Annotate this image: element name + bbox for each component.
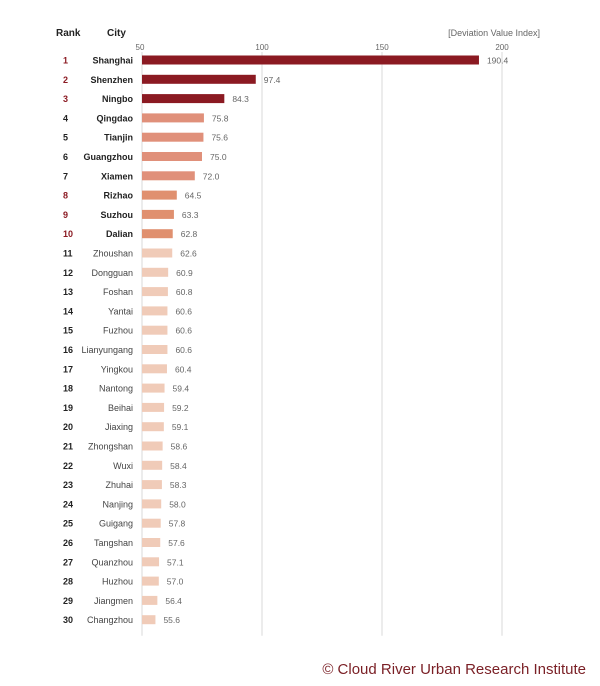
rank-label: 17 — [63, 364, 74, 375]
bar — [142, 75, 256, 84]
city-label: Zhongshan — [87, 441, 133, 452]
bar — [142, 287, 168, 296]
value-label: 84.3 — [232, 94, 249, 105]
value-label: 60.9 — [176, 267, 193, 278]
bar — [142, 152, 202, 161]
bar — [142, 615, 155, 624]
bar — [142, 596, 157, 605]
city-label: Yantai — [108, 306, 133, 317]
bar — [142, 133, 203, 142]
city-label: Jiaxing — [104, 422, 133, 433]
city-label: Suzhou — [100, 209, 133, 220]
value-label: 75.0 — [210, 152, 227, 162]
bar — [142, 442, 163, 451]
city-label: Shenzhen — [90, 74, 133, 85]
bar — [142, 210, 174, 219]
bar — [142, 56, 479, 65]
rank-label: 27 — [63, 557, 74, 568]
rank-label: 22 — [63, 460, 74, 471]
value-label: 75.8 — [211, 113, 229, 124]
rank-label: 12 — [63, 267, 74, 278]
value-label: 60.8 — [175, 287, 193, 298]
bar — [142, 191, 177, 200]
rank-label: 1 — [63, 55, 69, 66]
city-label: Zhoushan — [92, 248, 133, 259]
city-label: Dongguan — [91, 267, 133, 278]
rank-label: 24 — [63, 499, 74, 510]
value-label: 190.4 — [486, 55, 509, 66]
value-label: 58.6 — [170, 441, 188, 452]
city-label: Jiangmen — [93, 595, 133, 606]
value-label: 60.6 — [175, 345, 192, 355]
value-label: 57.6 — [168, 538, 185, 548]
bar — [142, 268, 168, 277]
city-label: Beihai — [107, 402, 133, 413]
bar — [142, 364, 167, 373]
rank-label: 7 — [63, 171, 69, 182]
rank-label: 14 — [63, 306, 74, 317]
city-label: Guigang — [98, 518, 133, 529]
x-tick-label: 200 — [495, 43, 509, 52]
value-label: 62.8 — [180, 229, 198, 240]
city-label: Quanzhou — [91, 557, 133, 568]
bar — [142, 577, 159, 586]
city-label: Nantong — [98, 383, 133, 394]
rank-label: 5 — [63, 132, 69, 143]
bar — [142, 345, 167, 354]
bar — [142, 113, 204, 122]
rank-label: 26 — [63, 538, 74, 548]
city-label: Xiamen — [100, 171, 133, 182]
rank-label: 10 — [63, 229, 74, 240]
bar — [142, 499, 161, 508]
bar — [142, 326, 167, 335]
rank-label: 15 — [63, 325, 74, 336]
value-label: 56.4 — [165, 595, 182, 606]
rank-label: 25 — [63, 518, 74, 529]
value-label: 72.0 — [202, 171, 220, 182]
rank-label: 6 — [63, 152, 69, 162]
value-label: 63.3 — [181, 209, 199, 220]
unit-label: [Deviation Value Index] — [448, 28, 540, 38]
rank-label: 16 — [63, 345, 74, 355]
x-tick-label: 150 — [375, 43, 389, 52]
bar — [142, 384, 165, 393]
value-label: 59.2 — [172, 402, 189, 413]
x-tick-label: 100 — [255, 43, 269, 52]
value-label: 57.0 — [166, 576, 184, 587]
rank-label: 21 — [63, 441, 74, 452]
bar — [142, 171, 195, 180]
city-label: Qingdao — [96, 113, 133, 124]
city-label: Huzhou — [101, 576, 133, 587]
value-label: 57.8 — [168, 518, 186, 529]
value-label: 60.4 — [174, 364, 192, 375]
bar — [142, 461, 162, 470]
city-label: Foshan — [102, 287, 133, 298]
bar — [142, 557, 159, 566]
x-tick-label: 50 — [135, 43, 145, 52]
value-label: 64.5 — [184, 190, 202, 201]
rank-column-header: Rank — [56, 28, 81, 39]
bar — [142, 403, 164, 412]
rank-label: 18 — [63, 383, 74, 394]
city-label: Ningbo — [102, 94, 133, 105]
rank-label: 4 — [63, 113, 69, 124]
value-label: 58.0 — [169, 499, 186, 510]
rank-label: 20 — [63, 422, 74, 433]
copyright-notice: © Cloud River Urban Research Institute — [322, 661, 586, 678]
bar — [142, 422, 164, 431]
bar — [142, 306, 167, 315]
city-label: Yingkou — [100, 364, 133, 375]
value-label: 97.4 — [263, 74, 281, 85]
rank-label: 30 — [63, 615, 74, 626]
city-label: Zhuhai — [105, 480, 133, 491]
rank-label: 8 — [63, 190, 69, 201]
city-label: Changzhou — [86, 615, 133, 626]
rank-label: 23 — [63, 480, 74, 491]
rank-label: 9 — [63, 209, 69, 220]
city-label: Rizhao — [103, 190, 133, 201]
value-label: 57.1 — [167, 557, 184, 568]
city-label: Guangzhou — [83, 152, 133, 162]
city-label: Lianyungang — [81, 345, 133, 355]
bar — [142, 94, 224, 103]
bar — [142, 538, 160, 547]
value-label: 58.4 — [170, 460, 187, 471]
value-label: 60.6 — [175, 325, 192, 336]
rank-label: 3 — [63, 94, 69, 105]
rank-label: 29 — [63, 595, 74, 606]
value-label: 62.6 — [180, 248, 197, 259]
city-label: Tianjin — [104, 132, 133, 143]
city-label: Shanghai — [92, 55, 133, 66]
rank-label: 13 — [63, 287, 74, 298]
city-column-header: City — [107, 28, 126, 39]
value-label: 55.6 — [163, 615, 180, 626]
rank-label: 19 — [63, 402, 74, 413]
value-label: 58.3 — [169, 480, 187, 491]
rank-label: 28 — [63, 576, 74, 587]
rank-label: 11 — [63, 248, 73, 259]
value-label: 59.4 — [172, 383, 190, 394]
bar — [142, 519, 161, 528]
value-label: 60.6 — [175, 306, 192, 317]
bar — [142, 480, 162, 489]
city-label: Dalian — [105, 229, 133, 240]
rank-label: 2 — [63, 74, 69, 85]
value-label: 75.6 — [211, 132, 228, 143]
city-label: Tangshan — [93, 538, 133, 548]
city-label: Wuxi — [113, 460, 133, 471]
city-label: Nanjing — [102, 499, 133, 510]
city-label: Fuzhou — [102, 325, 133, 336]
bar — [142, 249, 172, 258]
value-label: 59.1 — [171, 422, 189, 433]
bar — [142, 229, 173, 238]
